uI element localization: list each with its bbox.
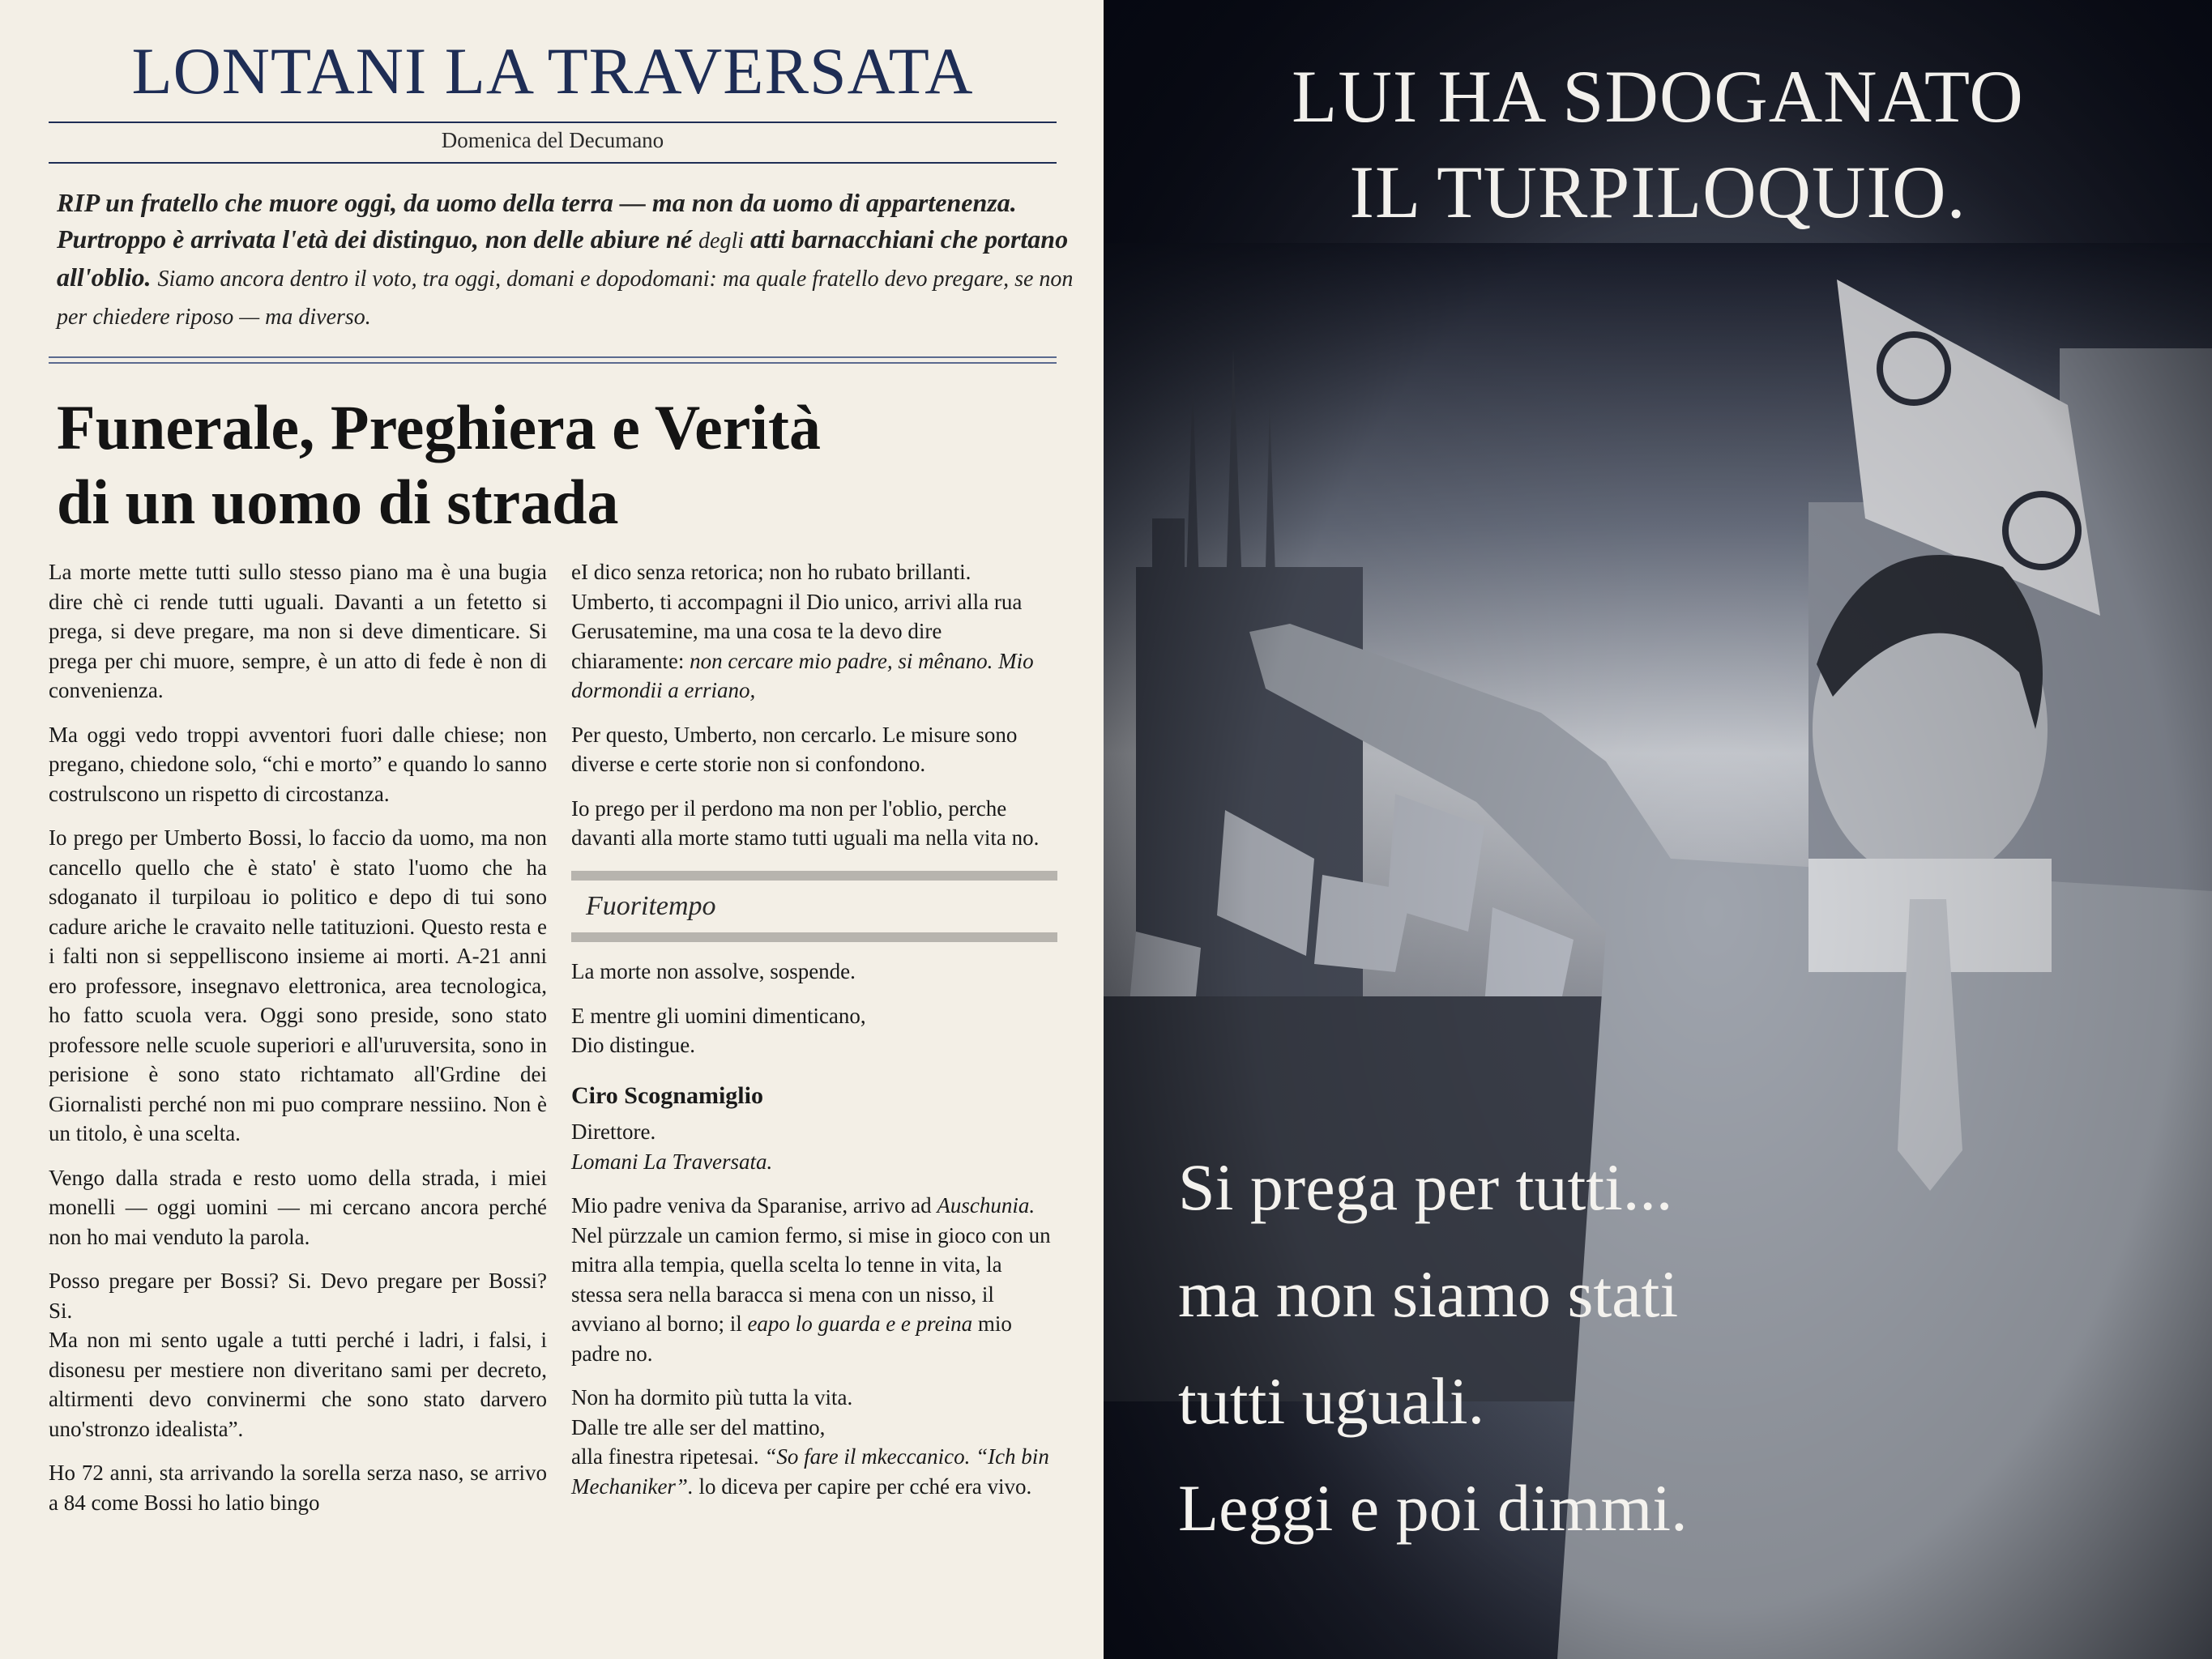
paragraph-italic: eapo lo guarda e e preina <box>747 1311 973 1336</box>
masthead-rule-bottom <box>49 162 1057 164</box>
masthead: LONTANI LA TRAVERSATA <box>131 34 974 108</box>
intro-rest: Siamo ancora dentro il voto, tra oggi, domani e dopodomani: ma quale fratello devo pregare, se non per chiedere riposo — ma diverso. <box>57 267 1074 330</box>
author-name: Ciro Scognamiglio <box>571 1081 763 1109</box>
poster-title <box>1104 49 2212 240</box>
headline <box>57 390 1078 539</box>
author-paper: Lomani La Traversata. <box>571 1149 773 1174</box>
article-paragraph: Io prego per Umberto Bossi, lo faccio da uomo, ma non cancello quello che è stato' è stato l'uomo che ha sdoganato il turpiloau io politico e depo di tui sono cadure ariche le cravaito nelle tatituzioni. Questo resta e i falti non si seppelliscono insieme ai morti. A-21 anni ero professore, insegnavo elettronica, area tecnologica, ho fatto scuola vera. Oggi sono preside, sono stato professore nelle scuole superiori e all'uruversita, sono in perisione è sono stato richtamato all'Grdine dei Giornalisti perché non mi puo comprare nessiino. Non è un titolo, è una scelta. <box>49 825 547 1145</box>
intro-small: degli <box>698 228 745 254</box>
intro-bold: RIP un fratello che muore oggi, da uomo della terra — ma non da uomo di appartenenza. Purtroppo è arrivata l'età dei distinguo, non delle abiure né <box>57 188 1017 254</box>
paragraph-text: eI dico senza retorica; non ho rubato brillanti. Umberto, ti accompagni il Dio unico, arrivi alla rua Gerusatemine, ma una cosa te la devo dire chiaramente: <box>571 560 1023 673</box>
box-paragraph: La morte non assolve, sospende. <box>571 959 856 983</box>
dateline: Domenica del Decumano <box>441 128 664 152</box>
section-divider <box>49 356 1057 364</box>
intro-bold-2: atti barnacchiani che portano all'oblio. <box>57 224 1069 292</box>
sidebar-box-title: Fuoritempo <box>571 871 1057 943</box>
quote-line: tutti uguali. <box>1178 1364 1485 1438</box>
headline-line-1: Funerale, Preghiera e Verità <box>57 392 821 463</box>
paragraph-italic: “So fare il mkeccanico. “Ich bin Mechaniker”. <box>571 1444 1049 1499</box>
article-paragraph: Io prego per il perdono ma non per l'oblio, perche davanti alla morte stamo tutti uguali ma nella vita no. <box>571 795 1040 850</box>
quote-line: Si prega per tutti... <box>1178 1150 1673 1224</box>
intro-paragraph <box>57 185 1102 335</box>
article-paragraph: Ma oggi vedo troppi avventori fuori dalle chiese; non pregano, chiedone solo, “chi e morto” e quando lo sanno costrulscono un rispetto di circostanza. <box>49 722 547 806</box>
masthead-rule-top <box>49 122 1057 123</box>
article-paragraph <box>571 1191 1057 1368</box>
paragraph-italic: non cercare mio padre, si mênano. Mio dormondii a erriano, <box>571 648 1034 702</box>
newspaper-page <box>0 0 1104 1659</box>
paragraph-text: Non ha dormito più tutta la vita. Dalle tre alle ser del mattino, alla finestra ripetesai. <box>571 1385 853 1469</box>
author-role: Direttore. <box>571 1120 656 1144</box>
box-paragraph: E mentre gli uomini dimenticano, Dio distingue. <box>571 1003 866 1057</box>
article-paragraph <box>571 1383 1057 1501</box>
paragraph-text: mio padre no. <box>571 1311 1012 1366</box>
article-paragraph: Posso pregare per Bossi? Si. Devo pregare per Bossi? Si. Ma non mi sento ugale a tutti perché i ladri, i falsi, i disonesu per mestiere non diveritano sami per decreto, altirmenti devo convinermi che sono stato darvero uno'stronzo idealista”. <box>49 1269 547 1441</box>
paragraph-text: Nel pürzzale un camion fermo, si mise in gioco con un mitra alla tempia, quella scelta lo tenne in vita, la stessa sera nella baracca si mena con un nisso, il avviano al borno; il <box>571 1222 1051 1336</box>
poster-title-line-2: IL TURPILOQUIO. <box>1349 151 1966 233</box>
article-right-column <box>571 557 1057 1516</box>
paragraph-text: Mio padre veniva da Sparanise, arrivo ad <box>571 1193 932 1218</box>
article-paragraph <box>571 557 1057 706</box>
article-paragraph: Ho 72 anni, sta arrivando la sorella serza naso, se arrivo a 84 come Bossi ho latio bingo <box>49 1461 547 1515</box>
poster-title-line-1: LUI HA SDOGANATO <box>1292 55 2024 138</box>
article-paragraph: Per questo, Umberto, non cercarlo. Le misure sono diverse e certe storie non si confondono. <box>571 722 1018 776</box>
headline-line-2: di un uomo di strada <box>57 467 619 537</box>
quote-line: Leggi e poi dimmi. <box>1178 1471 1688 1545</box>
article-left-column <box>49 557 547 1532</box>
paragraph-italic: Auschunia. <box>937 1193 1036 1218</box>
poster-quote <box>1178 1134 2069 1562</box>
quote-line: ma non siamo stati <box>1178 1257 1679 1331</box>
paragraph-text: lo diceva per capire per cché era vivo. <box>698 1473 1032 1499</box>
poster-panel <box>1104 0 2212 1659</box>
article-paragraph: La morte mette tutti sullo stesso piano ma è una bugia dire chè ci rende tutti uguali. Davanti a un fetetto si prega, si deve pregare, ma non si deve dimenticare. Si prega per chi muore, sempre, è un atto di fede è non di convenienza. <box>49 560 547 702</box>
article-paragraph: Vengo dalla strada e resto uomo della strada, i miei monelli — oggi uomini — mi cercano ancora perché non ho mai venduto la parola. <box>49 1165 547 1249</box>
